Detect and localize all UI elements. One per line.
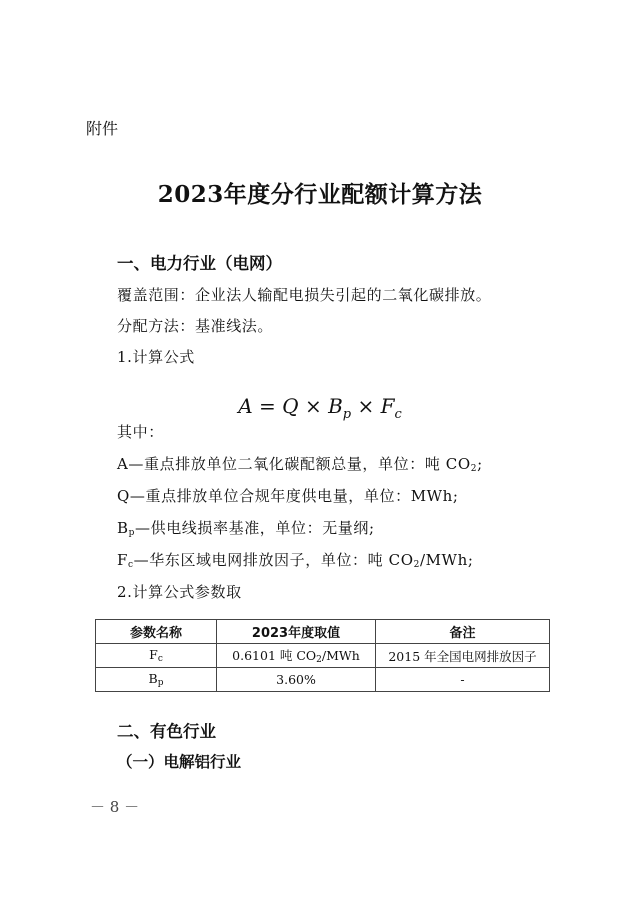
method-text: 分配方法：基准线法。 (117, 317, 274, 335)
formula-b-sub: p (342, 407, 352, 422)
def-a: A—重点排放单位二氧化碳配额总量，单位：吨 $CO_2$; (117, 455, 483, 474)
subheading-formula: 1.计算公式 (117, 348, 195, 366)
col-header-name: 参数名称 (96, 620, 217, 644)
page-title: 2023年度分行业配额计算方法 (157, 181, 483, 208)
table-row (96, 644, 550, 668)
param-table (95, 619, 550, 692)
formula-q: Q (282, 394, 299, 418)
section1-heading: 一、电力行业（电网） (117, 254, 282, 273)
formula-f-sub: c (394, 407, 402, 422)
where-label: 其中： (117, 423, 164, 441)
cell-note: 2015 年全国电网排放因子 (376, 644, 550, 668)
section2-heading: 二、有色行业 (117, 722, 216, 741)
cell-value: 3.60% (217, 668, 376, 692)
formula-lhs: A (238, 394, 253, 418)
cell-name: $F_c$ (96, 644, 217, 668)
cell-note: - (376, 668, 550, 692)
section2-subheading: （一）电解铝行业 (117, 753, 242, 771)
def-fc: $F_c—$华东区域电网排放因子，单位：吨 $CO_2$/MWh; (117, 551, 474, 570)
formula: $A = Q \times B_p \times F_c$ (238, 394, 402, 422)
def-q: Q—重点排放单位合规年度供电量，单位：MWh; (117, 487, 459, 505)
coverage-text: 覆盖范围：企业法人输配电损失引起的二氧化碳排放。 (117, 286, 492, 304)
cell-name: $B_p$ (96, 668, 217, 692)
col-header-note: 备注 (376, 620, 550, 644)
table-row (96, 668, 550, 692)
cell-value: 0.6101 吨 $CO_2$/MWh (217, 644, 376, 668)
formula-b: B (328, 394, 343, 418)
page-number: － 8 － (90, 798, 140, 816)
table-header-row (96, 620, 550, 644)
col-header-value: 2023年度取值 (217, 620, 376, 644)
subheading-params: 2.计算公式参数取 (117, 583, 242, 601)
def-bp: $B_p—$供电线损率基准，单位：无量纲; (117, 519, 375, 538)
formula-f: F (380, 394, 395, 418)
attachment-label: 附件 (86, 119, 119, 138)
